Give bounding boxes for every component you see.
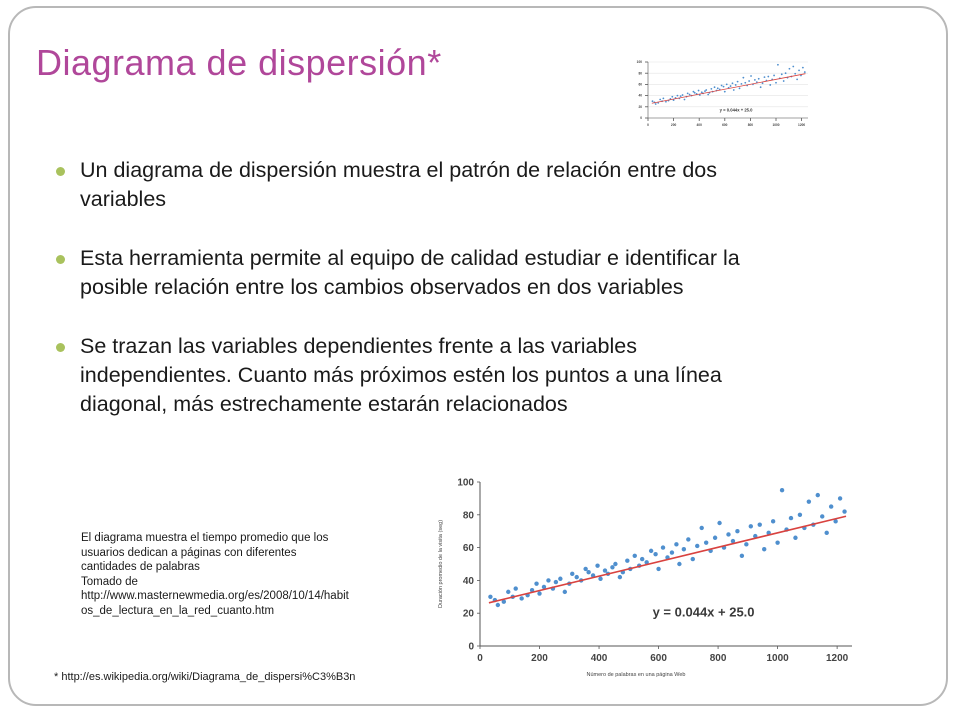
data-point bbox=[760, 86, 762, 88]
bullet-item bbox=[52, 156, 912, 214]
data-point bbox=[714, 86, 716, 88]
data-point bbox=[735, 84, 737, 86]
x-tick-label: 1200 bbox=[798, 123, 806, 128]
data-point bbox=[741, 83, 743, 85]
y-tick-label: 60 bbox=[638, 82, 642, 87]
data-point bbox=[583, 567, 587, 571]
data-point bbox=[780, 488, 784, 492]
data-point bbox=[733, 89, 735, 91]
data-point bbox=[767, 76, 769, 78]
data-point bbox=[586, 570, 590, 574]
bullet-dot-icon bbox=[56, 255, 65, 264]
data-point bbox=[563, 590, 567, 594]
bullet-text-line: Se trazan las variables dependientes frente a las variables bbox=[80, 334, 637, 358]
data-point bbox=[659, 99, 661, 101]
slide-title: Diagrama de dispersión* bbox=[36, 42, 442, 83]
data-point bbox=[789, 516, 793, 520]
data-point bbox=[682, 94, 684, 96]
x-tick-label: 1200 bbox=[825, 653, 849, 664]
data-point bbox=[748, 80, 750, 82]
data-point bbox=[744, 542, 748, 546]
data-point bbox=[758, 78, 760, 80]
data-point bbox=[698, 90, 700, 92]
data-point bbox=[652, 100, 654, 102]
trendline bbox=[489, 516, 846, 603]
data-point bbox=[739, 87, 741, 89]
data-point bbox=[781, 73, 783, 75]
data-point bbox=[758, 522, 762, 526]
y-tick-label: 20 bbox=[638, 104, 642, 109]
data-point bbox=[653, 552, 657, 556]
data-point bbox=[707, 94, 709, 96]
data-point bbox=[730, 85, 732, 87]
data-point bbox=[717, 521, 721, 525]
y-tick-label: 40 bbox=[638, 93, 642, 98]
data-point bbox=[640, 557, 644, 561]
y-tick-label: 100 bbox=[636, 60, 642, 65]
data-point bbox=[773, 75, 775, 77]
data-point bbox=[783, 80, 785, 82]
data-point bbox=[838, 496, 842, 500]
data-point bbox=[816, 493, 820, 497]
data-point bbox=[802, 67, 804, 69]
data-point bbox=[633, 554, 637, 558]
data-point bbox=[488, 595, 492, 599]
x-tick-label: 1000 bbox=[772, 123, 780, 128]
x-tick-label: 200 bbox=[531, 653, 548, 664]
chart-caption bbox=[81, 531, 401, 618]
x-tick-label: 1000 bbox=[766, 653, 789, 664]
data-point bbox=[519, 596, 523, 600]
data-point bbox=[777, 64, 779, 66]
data-point bbox=[825, 531, 829, 535]
data-point bbox=[649, 549, 653, 553]
data-point bbox=[705, 89, 707, 91]
data-point bbox=[686, 537, 690, 541]
data-point bbox=[691, 557, 695, 561]
data-point bbox=[713, 536, 717, 540]
data-point bbox=[677, 95, 679, 97]
x-tick-label: 800 bbox=[747, 123, 754, 128]
data-point bbox=[829, 504, 833, 508]
x-tick-label: 200 bbox=[670, 123, 677, 128]
x-axis-label: Número de palabras en una página Web bbox=[586, 672, 686, 678]
x-tick-label: 400 bbox=[696, 123, 702, 128]
data-point bbox=[656, 567, 660, 571]
y-tick-label: 40 bbox=[462, 575, 474, 587]
data-point bbox=[680, 95, 682, 97]
data-point bbox=[704, 540, 708, 544]
data-point bbox=[792, 66, 794, 68]
data-point bbox=[598, 577, 602, 581]
x-tick-label: 600 bbox=[722, 123, 728, 128]
data-point bbox=[554, 580, 558, 584]
data-point bbox=[661, 545, 665, 549]
bullet-text-line: Un diagrama de dispersión muestra el patrón de relación entre dos bbox=[80, 158, 718, 182]
data-point bbox=[785, 72, 787, 74]
data-point bbox=[769, 84, 771, 86]
x-tick-label: 0 bbox=[647, 123, 649, 128]
data-point bbox=[807, 499, 811, 503]
data-point bbox=[670, 550, 674, 554]
data-point bbox=[764, 76, 766, 78]
data-point bbox=[682, 547, 686, 551]
bullet-text-line: independientes. Cuanto más próximos estén los puntos a una línea bbox=[80, 363, 722, 387]
data-point bbox=[742, 77, 744, 79]
data-point bbox=[534, 581, 538, 585]
data-point bbox=[804, 71, 806, 73]
data-point bbox=[726, 532, 730, 536]
caption-line: usuarios dedican a páginas con diferentes bbox=[81, 546, 297, 559]
data-point bbox=[700, 526, 704, 530]
caption-line: os_de_lectura_en_la_red_cuanto.htm bbox=[81, 604, 275, 617]
data-point bbox=[558, 577, 562, 581]
caption-line: El diagrama muestra el tiempo promedio que los bbox=[81, 532, 329, 544]
data-point bbox=[662, 98, 664, 100]
data-point bbox=[735, 529, 739, 533]
data-point bbox=[677, 562, 681, 566]
data-point bbox=[506, 590, 510, 594]
bullet-text-line: variables bbox=[80, 187, 167, 211]
data-point bbox=[723, 86, 725, 88]
data-point bbox=[740, 554, 744, 558]
bullet-text-line: diagonal, más estrechamente estarán relacionados bbox=[80, 392, 568, 416]
trendline bbox=[652, 74, 806, 104]
data-point bbox=[695, 544, 699, 548]
data-point bbox=[671, 96, 673, 98]
data-point bbox=[514, 586, 518, 590]
scatter-chart bbox=[432, 470, 860, 682]
y-tick-label: 80 bbox=[638, 71, 642, 76]
data-point bbox=[789, 68, 791, 70]
bullet-text-line: posible relación entre los cambios observados en dos variables bbox=[80, 275, 684, 299]
data-point bbox=[694, 92, 696, 94]
bullet-item bbox=[52, 244, 912, 302]
data-point bbox=[687, 92, 689, 94]
y-axis-label: Duración promedio de la visita (seg) bbox=[438, 519, 444, 609]
data-point bbox=[537, 591, 541, 595]
x-tick-label: 800 bbox=[709, 653, 727, 664]
data-point bbox=[655, 103, 657, 105]
data-point bbox=[724, 91, 726, 93]
data-point bbox=[754, 79, 756, 81]
y-tick-label: 60 bbox=[462, 543, 474, 555]
data-point bbox=[674, 542, 678, 546]
data-point bbox=[732, 82, 734, 84]
y-tick-label: 0 bbox=[640, 116, 642, 121]
data-point bbox=[737, 81, 739, 83]
bullet-list bbox=[52, 156, 912, 449]
data-point bbox=[798, 70, 800, 72]
bullet-text-line: Esta herramienta permite al equipo de calidad estudiar e identificar la bbox=[80, 246, 740, 270]
caption-line: cantidades de palabras bbox=[81, 561, 200, 573]
data-point bbox=[750, 75, 752, 77]
data-point bbox=[726, 84, 728, 86]
data-point bbox=[546, 578, 550, 582]
data-point bbox=[721, 85, 723, 87]
data-point bbox=[613, 562, 617, 566]
data-point bbox=[762, 547, 766, 551]
data-point bbox=[575, 575, 579, 579]
bullet-item bbox=[52, 332, 912, 419]
bullet-dot-icon bbox=[56, 167, 65, 176]
y-tick-label: 20 bbox=[462, 608, 474, 620]
data-point bbox=[771, 519, 775, 523]
data-point bbox=[595, 563, 599, 567]
data-point bbox=[796, 78, 798, 80]
data-point bbox=[570, 572, 574, 576]
data-point bbox=[775, 82, 777, 84]
x-tick-label: 400 bbox=[590, 653, 608, 664]
bullet-dot-icon bbox=[56, 343, 65, 352]
data-point bbox=[762, 82, 764, 84]
data-point bbox=[496, 603, 500, 607]
y-tick-label: 80 bbox=[462, 510, 474, 522]
data-point bbox=[710, 88, 712, 90]
data-point bbox=[794, 73, 796, 75]
data-point bbox=[820, 514, 824, 518]
footnote: * http://es.wikipedia.org/wiki/Diagrama_de_dispersi%C3%B3n bbox=[54, 671, 356, 683]
data-point bbox=[842, 509, 846, 513]
data-point bbox=[798, 513, 802, 517]
data-point bbox=[749, 524, 753, 528]
data-point bbox=[625, 559, 629, 563]
data-point bbox=[665, 101, 667, 103]
x-tick-label: 0 bbox=[477, 653, 483, 664]
thumbnail-scatter-chart bbox=[628, 56, 814, 128]
x-tick-label: 600 bbox=[650, 653, 667, 664]
data-point bbox=[603, 568, 607, 572]
trendline-equation: y = 0.044x + 25.0 bbox=[652, 604, 755, 620]
data-point bbox=[793, 536, 797, 540]
data-point bbox=[689, 94, 691, 96]
caption-line: Tomado de bbox=[81, 575, 138, 588]
data-point bbox=[775, 540, 779, 544]
data-point bbox=[744, 82, 746, 84]
data-point bbox=[610, 565, 614, 569]
trendline-equation: y = 0.044x + 25.0 bbox=[719, 107, 753, 113]
data-point bbox=[684, 99, 686, 101]
caption-line: http://www.masternewmedia.org/es/2008/10/14/habit bbox=[81, 590, 349, 602]
y-tick-label: 0 bbox=[468, 641, 474, 653]
y-tick-label: 100 bbox=[457, 477, 474, 489]
data-point bbox=[618, 575, 622, 579]
data-point bbox=[717, 87, 719, 89]
